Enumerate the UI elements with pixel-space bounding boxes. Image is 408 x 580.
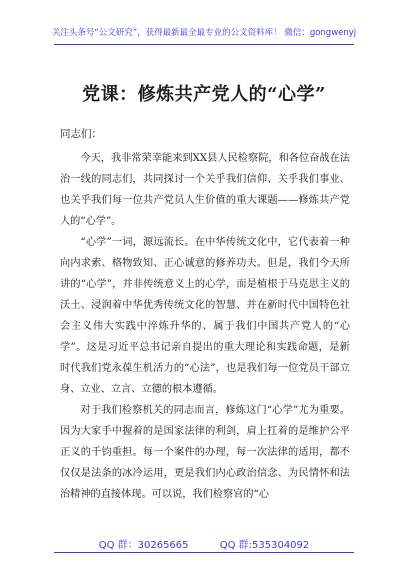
salutation: 同志们： (60, 128, 102, 140)
paragraph-procuratorate: 对于我们检察机关的同志而言，修炼这门“心学”尤为重要。因为大家手中握着的是国家法律的利剑，肩上扛着的是维护公平正义的千钧重担。每一个案件的办理，每一次法律的适用，都不仅仅是法条的冰冷运用，更是我们内心政治信念、为民情怀和法治精神的直接体现。可以说，我们检察官的“心 (60, 405, 350, 500)
footer-divider (54, 552, 354, 553)
document-title: 党课：修炼共产党人的“心学” (82, 84, 326, 105)
paragraph-heart-study: “心学”一词，源远流长。在中华传统文化中，它代表着一种向内求索、格物致知、正心诚意的修养功夫。但是，我们今天所讲的“心学”，并非传统意义上的心学，而是植根于马克思主义的沃土、浸润着中华优秀传统文化的智慧、并在新时代中国特色社会主义伟大实践中淬炼升华的、属于我们中国共产党人的“心学”。这是习近平总书记亲自提出的重大理论和实践命题，是新时代我们党永葆生机活力的“心法”，也是我们每一位党员干部立身、立业、立言、立德的根本遵循。 (60, 237, 350, 395)
paragraph-intro: 今天，我非常荣幸能来到XX县人民检察院，和各位奋战在法治一线的同志们，共同探讨一个关乎我们信仰、关乎我们事业、也关乎我们每一位共产党员人生价值的重大课题——修炼共产党人的“心学”。 (60, 153, 350, 227)
footer-qq-group-1: QQ 群：30265665 (98, 540, 189, 551)
footer-contact (0, 536, 408, 551)
footer-qq-group-2: QQ 群:535304092 (219, 540, 310, 551)
document-body (60, 148, 350, 505)
header-banner: 关注头条号“公文研究”，获得最新最全最专业的公文资料库！ 微信：gongwenyj (51, 28, 357, 38)
header-divider (54, 44, 354, 45)
